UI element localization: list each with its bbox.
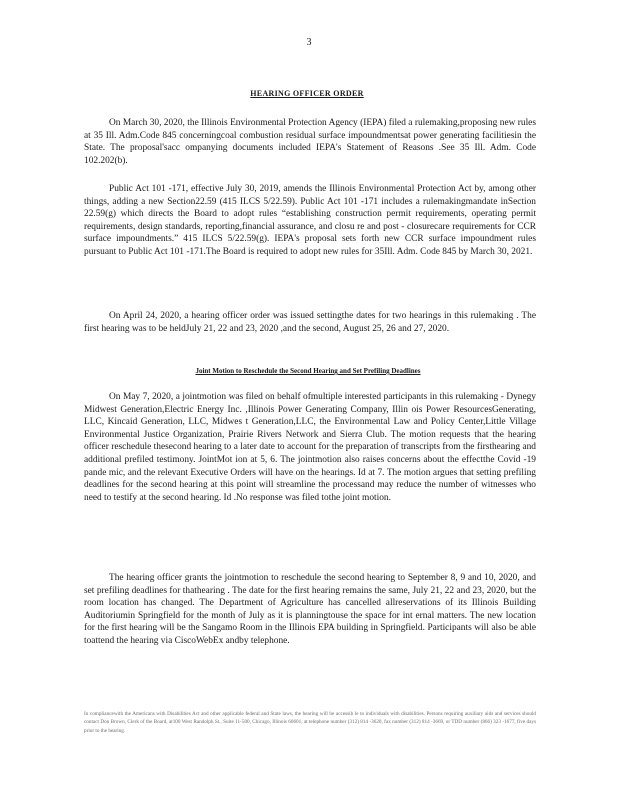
- paragraph-hearing-dates: On April 24, 2020, a hearing officer order was issued settingthe dates for two hearings in this rulemaking . The first hearing was to be heldJuly 21, 22 and 23, 2020 ,and the second, August 25, 26 and 27, 2020.: [84, 311, 536, 334]
- accessibility-footnote: In compliancewith the Americans with Disabilities Act and other applicable federal and State laws, the hearing will be accessib le to individuals with disabilities. Persons requiring auxiliary aids and services should contact Don Brown, Clerk of the Board, at100 West Randolph St., Suite 11-500, Chicago, Illinois 60601, at telephone number (312) 814 -3620, fax number (312) 814 -3669, or TDD number (866) 323 -1677, five days prior to the hearing.: [84, 711, 536, 734]
- paragraph-filing: On March 30, 2020, the Illinois Environmental Protection Agency (IEPA) filed a rulemaking,proposing new rules at 35 Ill. Adm.Code 845 concerningcoal combustion residual surface impoundmentsat power generating facilitiesin the State. The proposal'sacc ompanying documents included IEPA's Statement of Reasons .See 35 Ill. Adm. Code 102.202(b).: [84, 118, 536, 166]
- page-number: 3: [306, 37, 312, 48]
- document-heading: HEARING OFFICER ORDER: [250, 89, 364, 98]
- paragraph-public-act: Public Act 101 -171, effective July 30, 2019, amends the Illinois Environmental Protection Act by, among other things, adding a new Section22.59 (415 ILCS 5/22.59). Public Act 101 -171 includes a rulemakingmandate inSection 22.59(g) which directs the Board to adopt rules “establishing construction permit requirements, operating permit requirements, design standards, reporting,financial assurance, and closu re and post - closurecare requirements for CCR surface impoundments.” 415 ILCS 5/22.59(g). IEPA's proposal sets forth new CCR surface impoundment rules pursuant to Public Act 101 -171.The Board is required to adopt new rules for 35Ill. Adm. Code 845 by March 30, 2021.: [84, 184, 536, 257]
- section-subheading: Joint Motion to Reschedule the Second Hearing and Set Prefiling Deadlines: [195, 367, 421, 375]
- paragraph-ruling: The hearing officer grants the jointmotion to reschedule the second hearing to September 8, 9 and 10, 2020, and set prefiling deadlines for thathearing . The date for the first hearing remains the same, July 21, 22 and 23, 2020, but the room location has changed. The Department of Agriculture has cancelled allreservations of its Illinois Building Auditoriumin Springfield for the month of July as it is planningtouse the space for int ernal matters. The new location for the first hearing will be the Sangamo Room in the Illinois EPA building in Springfield. Participants will also be able toattend the hearing via CiscoWebEx andby telephone.: [84, 573, 536, 646]
- paragraph-joint-motion: On May 7, 2020, a jointmotion was filed on behalf ofmultiple interested participants in this rulemaking - Dynegy Midwest Generation,Electric Energy Inc. ,Illinois Power Generating Company, Illin ois Power ResourcesGenerating, LLC, Kincaid Generation, LLC, Midwes t Generation,LLC, the Environmental Law and Policy Center,Little Village Environmental Justice Organization, Prairie Rivers Network and Sierra Club. The motion requests that the hearing officer reschedule thesecond hearing to a later date to account for the preparation of transcripts from the firsthearing and additional prefiled testimony. JointMot ion at 5, 6. The jointmotion also raises concerns about the effectthe Covid -19 pande mic, and the relevant Executive Orders will have on the hearings. Id at 7. The motion argues that setting prefiling deadlines for the second hearing at this point will streamline the processand may reduce the number of witnesses who need to testify at the second hearing. Id .No response was filed tothe joint motion.: [84, 392, 536, 503]
